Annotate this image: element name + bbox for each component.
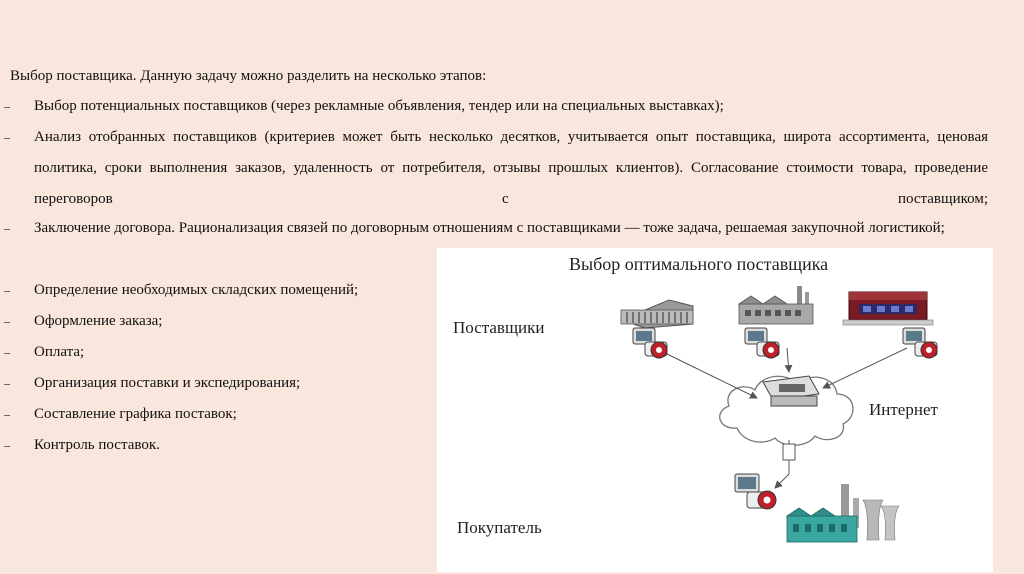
list-item xyxy=(4,306,424,337)
bullet-dash: – xyxy=(4,283,10,297)
buyer-label: Покупатель xyxy=(457,518,542,537)
list-item xyxy=(4,213,988,244)
factory-icon xyxy=(843,292,933,325)
diagram-title: Выбор оптимального поставщика xyxy=(569,254,829,274)
list-item-text: Составление графика поставок; xyxy=(34,406,237,422)
factory-icon xyxy=(739,286,813,324)
bullet-dash: – xyxy=(4,99,10,113)
factory-icon xyxy=(621,300,693,328)
bullet-dash: – xyxy=(4,376,10,390)
computer-icon xyxy=(903,328,937,358)
bullet-dash: – xyxy=(4,221,10,235)
computer-icon xyxy=(735,474,776,509)
buyer-factory-icon xyxy=(787,484,899,542)
connector-node xyxy=(783,444,795,460)
computer-icon xyxy=(633,328,667,358)
bullet-dash: – xyxy=(4,314,10,328)
list-item-text: Оформление заказа; xyxy=(34,313,163,329)
bullet-dash: – xyxy=(4,130,10,144)
list-item xyxy=(4,399,424,430)
list-item-text: Анализ отобранных поставщиков (критериев может быть несколько десятков, учитывается опыт поставщика, широта ассортимента, ценовая политика, сроки выполнения заказов, удаленность от потребителя, отзывы прошлых клиентов). Согласование стоимости товара, проведение переговоров с поставщиком; xyxy=(34,129,988,207)
internet-label: Интернет xyxy=(869,400,938,419)
bullet-dash: – xyxy=(4,345,10,359)
list-item-text: Оплата; xyxy=(34,344,85,360)
list-item xyxy=(4,122,988,215)
list-item xyxy=(4,91,988,122)
list-item xyxy=(4,275,424,306)
suppliers-label: Поставщики xyxy=(453,318,545,337)
supplier-diagram xyxy=(437,248,993,572)
hub-icon xyxy=(763,376,819,406)
intro-text: Выбор поставщика. Данную задачу можно разделить на несколько этапов: xyxy=(10,68,487,84)
list-item xyxy=(4,337,424,368)
list-item-text: Организация поставки и экспедирования; xyxy=(34,375,301,391)
list-item-text: Определение необходимых складских помещений; xyxy=(34,282,359,298)
list-item-text: Выбор потенциальных поставщиков (через рекламные объявления, тендер или на специальных выставках); xyxy=(34,98,724,114)
list-item xyxy=(4,368,424,399)
bullet-dash: – xyxy=(4,438,10,452)
bullet-dash: – xyxy=(4,407,10,421)
list-item xyxy=(4,430,424,461)
computer-icon xyxy=(745,328,779,358)
list-item-text: Заключение договора. Рационализация связей по договорным отношениям с поставщиками — тоже задача, решаемая закупочной логистикой; xyxy=(34,220,945,236)
list-item-text: Контроль поставок. xyxy=(34,437,160,453)
